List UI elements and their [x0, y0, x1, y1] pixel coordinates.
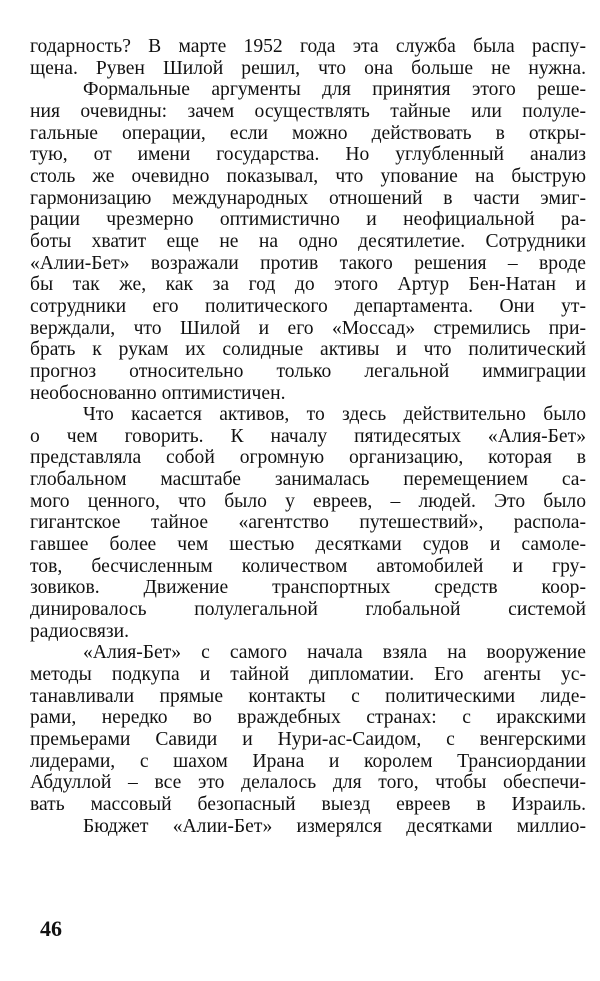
text-line: бы так же, как за год до этого Артур Бен-Натан и — [30, 274, 586, 296]
text-line: премьерами Савиди и Нури-ас-Саидом, с венгерскими — [30, 729, 586, 750]
text-line: мого ценного, что было у евреев, – людей. Это было — [30, 490, 586, 512]
text-line: щена. Рувен Шилой решил, что она больше не нужна. — [30, 57, 586, 79]
text-line: методы подкупа и тайной дипломатии. Его агенты ус- — [30, 664, 586, 686]
text-line: «Алия-Бет» с самого начала взяла на вооружение — [83, 642, 586, 664]
text-line: сотрудники его политического департамента. Они ут- — [30, 295, 586, 317]
text-line: ния очевидны: зачем осуществлять тайные или полуле- — [30, 100, 586, 122]
text-line: танавливали прямые контакты с политическими лиде- — [30, 685, 586, 707]
text-line: годарность? В марте 1952 года эта служба была распу- — [30, 36, 586, 57]
text-line: столь же очевидно показывал, что упование на быструю — [30, 165, 586, 187]
text-line: радиосвязи. — [30, 620, 130, 642]
text-line: динировалось полулегальной глобальной системой — [30, 599, 586, 621]
text-line: «Алии-Бет» возражали против такого решения – вроде — [30, 252, 586, 274]
text-line: необоснованно оптимистичен. — [30, 382, 286, 404]
text-line: гармонизацию международных отношений в части эмиг- — [30, 187, 586, 209]
text-line: Формальные аргументы для принятия этого реше- — [83, 79, 586, 101]
text-line: верждали, что Шилой и его «Моссад» стремились при- — [30, 317, 586, 339]
page-body — [30, 36, 586, 837]
text-line: Что касается активов, то здесь действительно было — [83, 404, 586, 426]
text-line: вать массовый безопасный выезд евреев в Израиль. — [30, 793, 586, 815]
text-line: зовиков. Движение транспортных средств коор- — [30, 577, 586, 599]
text-line: глобальном масштабе занималась перемещением са- — [30, 469, 586, 491]
text-line: представляла собой огромную организацию, которая в — [30, 447, 586, 469]
page-number: 46 — [40, 916, 62, 941]
text-line: Абдуллой – все это делалось для того, чтобы обеспечи- — [30, 772, 586, 794]
text-line: Бюджет «Алии-Бет» измерялся десятками миллио- — [83, 815, 586, 837]
text-line: брать к рукам их солидные активы и что политический — [30, 339, 586, 361]
text-line: гавшее более чем шестью десятками судов и самоле- — [30, 534, 586, 556]
text-line: рами, нередко во враждебных странах: с иракскими — [30, 707, 586, 729]
text-line: тов, бесчисленным количеством автомобилей и гру- — [30, 555, 586, 577]
text-line: гигантское тайное «агентство путешествий», распола- — [30, 512, 586, 534]
text-line: боты хватит еще не на одно десятилетие. Сотрудники — [30, 230, 586, 252]
text-line: прогноз относительно только легальной иммиграции — [30, 360, 586, 382]
text-line: гальные операции, если можно действовать в откры- — [30, 122, 586, 144]
text-line: рации чрезмерно оптимистично и неофициальной ра- — [30, 209, 586, 231]
text-line: лидерами, с шахом Ирана и королем Трансиордании — [30, 750, 586, 772]
body-text — [30, 36, 586, 837]
text-line: о чем говорить. К началу пятидесятых «Алия-Бет» — [30, 425, 586, 447]
text-line: тую, от имени государства. Но углубленный анализ — [30, 144, 586, 166]
